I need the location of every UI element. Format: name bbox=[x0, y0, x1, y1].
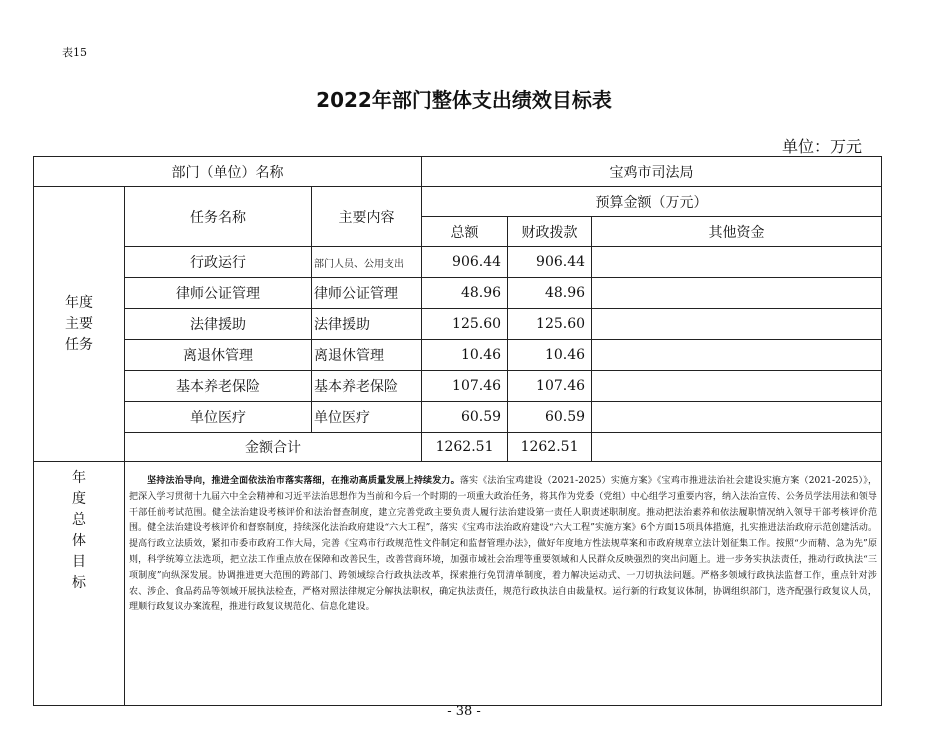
task-fiscal-cell: 48.96 bbox=[508, 278, 592, 309]
table-row bbox=[34, 247, 882, 278]
header-main-content: 主要内容 bbox=[312, 187, 422, 247]
dept-name-label: 部门（单位）名称 bbox=[34, 157, 422, 187]
sum-fiscal-cell: 1262.51 bbox=[508, 433, 592, 462]
table-row bbox=[34, 340, 882, 371]
goal-text-cell bbox=[125, 462, 882, 706]
task-content-cell: 律师公证管理 bbox=[312, 278, 422, 309]
task-name-cell: 法律援助 bbox=[125, 309, 312, 340]
task-content-cell: 单位医疗 bbox=[312, 402, 422, 433]
header-fiscal: 财政拨款 bbox=[508, 217, 592, 247]
task-name-cell: 行政运行 bbox=[125, 247, 312, 278]
annual-tasks-line: 任务 bbox=[65, 336, 93, 353]
sum-row bbox=[34, 433, 882, 462]
table-row bbox=[34, 371, 882, 402]
task-name-cell: 基本养老保险 bbox=[125, 371, 312, 402]
task-name-cell: 单位医疗 bbox=[125, 402, 312, 433]
header-other: 其他资金 bbox=[592, 217, 882, 247]
task-fiscal-cell: 10.46 bbox=[508, 340, 592, 371]
page-title: 2022年部门整体支出绩效目标表 bbox=[316, 88, 612, 112]
task-total-cell: 107.46 bbox=[422, 371, 508, 402]
task-content-cell: 法律援助 bbox=[312, 309, 422, 340]
annual-tasks-line: 主要 bbox=[65, 315, 93, 332]
task-total-cell: 60.59 bbox=[422, 402, 508, 433]
sum-total-cell: 1262.51 bbox=[422, 433, 508, 462]
task-fiscal-cell: 125.60 bbox=[508, 309, 592, 340]
task-content-cell: 基本养老保险 bbox=[312, 371, 422, 402]
task-total-cell: 906.44 bbox=[422, 247, 508, 278]
task-other-cell bbox=[592, 402, 882, 433]
table-row bbox=[34, 309, 882, 340]
header-budget: 预算金额（万元） bbox=[422, 187, 882, 217]
task-total-cell: 10.46 bbox=[422, 340, 508, 371]
goal-bold-text: 坚持法治导向，推进全面依法治市落实落细，在推动高质量发展上持续发力。 bbox=[147, 476, 460, 486]
page-number: - 38 - bbox=[447, 704, 481, 719]
task-other-cell bbox=[592, 371, 882, 402]
goal-label-char: 度 bbox=[72, 491, 86, 507]
task-fiscal-cell: 906.44 bbox=[508, 247, 592, 278]
unit-label: 单位：万元 bbox=[781, 137, 862, 156]
task-fiscal-cell: 107.46 bbox=[508, 371, 592, 402]
header-task-name: 任务名称 bbox=[125, 187, 312, 247]
task-total-cell: 125.60 bbox=[422, 309, 508, 340]
document-label: 表15 bbox=[62, 46, 87, 59]
goal-label-char: 标 bbox=[72, 575, 86, 591]
annual-tasks-line: 年度 bbox=[65, 294, 93, 311]
goal-row bbox=[34, 462, 882, 706]
table-row bbox=[34, 402, 882, 433]
header-total: 总额 bbox=[422, 217, 508, 247]
annual-tasks-label bbox=[34, 187, 125, 462]
sum-other-cell bbox=[592, 433, 882, 462]
goal-label-char: 年 bbox=[72, 470, 86, 486]
table-row bbox=[34, 278, 882, 309]
goal-label bbox=[34, 462, 125, 706]
header-row-1 bbox=[34, 187, 882, 217]
sum-label: 金额合计 bbox=[125, 433, 422, 462]
task-content-cell: 离退休管理 bbox=[312, 340, 422, 371]
task-other-cell bbox=[592, 247, 882, 278]
task-other-cell bbox=[592, 278, 882, 309]
goal-label-char: 体 bbox=[72, 533, 86, 549]
performance-table bbox=[33, 156, 882, 706]
goal-label-char: 总 bbox=[72, 512, 86, 528]
dept-row bbox=[34, 157, 882, 187]
task-content-cell: 部门人员、公用支出 bbox=[312, 247, 422, 278]
goal-body-text: 落实《法治宝鸡建设（2021-2025）实施方案》《宝鸡市推进法治社会建设实施方案（2021-2025）》，把深入学习贯彻十九届六中全会精神和习近平法治思想作为当前和今后一个时期的一项重大政治任务，将其作为党委（党组）中心组学习重要内容，纳入法治宣传、公务员学法用法和领导干部任前考试范围。健全法治建设考核评价和法治督查制度，建立完善党政主要负责人履行法治建设第一责任人职责述职制度。推动把法治素养和依法履职情况纳入领导干部考核评价范围。健全法治建设考核评价和督察制度，持续深化法治政府建设“六大工程”，落实《宝鸡市法治政府建设“六大工程”实施方案》6个方面15项具体措施，扎实推进法治政府示范创建活动。提高行政立法质效，紧扣市委市政府工作大局，完善《宝鸡市行政规范性文件制定和监督管理办法》，做好年度地方性法规草案和市政府规章立法计划征集工作。按照“少而精、急为先”原则，科学统筹立法选项，把立法工作重点放在保障和改善民生，改善营商环境，加强市域社会治理等重要领域和人民群众反映强烈的突出问题上。进一步务实执法责任，推动行政执法“三项制度”向纵深发展。协调推进更大范围的跨部门、跨领域综合行政执法改革，探索推行免罚清单制度，着力解决运动式、一刀切执法问题。严格多领域行政执法监督工作，重点针对涉农、涉企、食品药品等领域开展执法检查，严格对照法律规定分解执法职权，确定执法责任，规范行政执法自由裁量权。运行新的行政复议体制，协调组织部门，选齐配强行政复议人员，理顺行政复议办案流程，推进行政复议规范化、信息化建设。 bbox=[129, 476, 878, 613]
task-other-cell bbox=[592, 340, 882, 371]
task-total-cell: 48.96 bbox=[422, 278, 508, 309]
task-other-cell bbox=[592, 309, 882, 340]
dept-name-value: 宝鸡市司法局 bbox=[422, 157, 882, 187]
task-name-cell: 律师公证管理 bbox=[125, 278, 312, 309]
task-fiscal-cell: 60.59 bbox=[508, 402, 592, 433]
task-name-cell: 离退休管理 bbox=[125, 340, 312, 371]
goal-label-char: 目 bbox=[72, 554, 86, 570]
